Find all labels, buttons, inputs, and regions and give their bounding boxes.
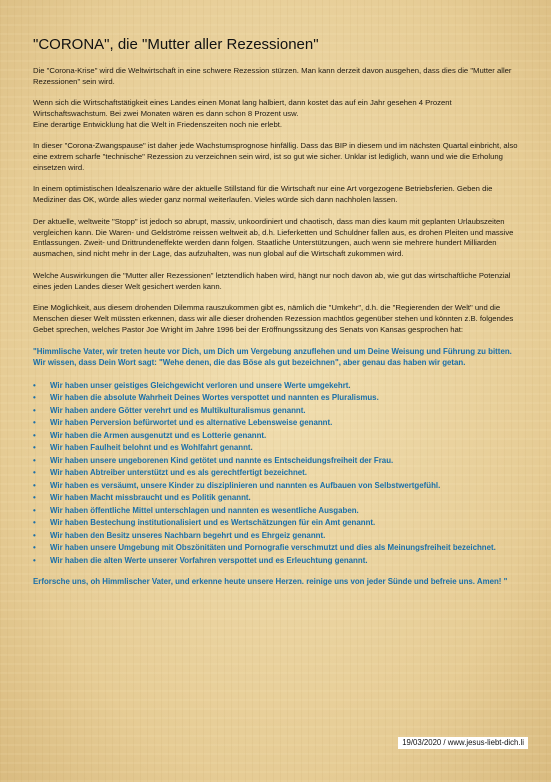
footer-date-url: 19/03/2020 / www.jesus-liebt-dich.li [398, 737, 528, 749]
list-item-text: Wir haben öffentliche Mittel unterschlagen und nannten es wesentliche Ausgaben. [50, 505, 359, 515]
list-item-text: Wir haben die Armen ausgenutzt und es Lotterie genannt. [50, 430, 267, 440]
list-item-text: Wir haben die alten Werte unserer Vorfahren verspottet und es Erleuchtung genannt. [50, 555, 368, 565]
list-item-text: Wir haben unsere Umgebung mit Obszönitäten und Pornografie verschmutzt und dies als Meinungsfreiheit bezeichnet. [50, 543, 496, 553]
bullet-icon: • [33, 555, 36, 565]
bullet-icon: • [33, 405, 36, 415]
list-item-text: Wir haben Perversion befürwortet und es alternative Lebensweise genannt. [50, 418, 333, 428]
document-title: "CORONA", die "Mutter aller Rezessionen" [33, 36, 319, 53]
list-item-text: Wir haben Bestechung institutionalisiert und es Wertschätzungen für ein Amt genannt. [50, 518, 376, 528]
bullet-icon: • [33, 468, 36, 478]
bullet-icon: • [33, 443, 36, 453]
list-item [33, 517, 525, 528]
list-item-text: Wir haben die absolute Wahrheit Deines Wortes verspottet und nannten es Pluralismus. [50, 393, 379, 403]
paragraph-1: Die "Corona-Krise" wird die Weltwirtschaft in eine schwere Rezession stürzen. Man kann derzeit davon ausgehen, dass dies die "Mutter aller Rezessionen" sein wird. [33, 66, 512, 86]
list-item [33, 530, 525, 541]
list-item [33, 542, 525, 553]
paragraph-5: Der aktuelle, weltweite "Stopp" ist jedoch so abrupt, massiv, unkoordiniert und chaotisch, dass man dies kaum mit geplanten Urlaubszeiten vergleichen kann. Die Waren- und Geldströme reissen weltweit ab, d.h. Lieferketten und Schuldner fallen aus, es drohen Pleiten und massive Entlassungen. Zweit- und Drittrundeneffekte werden dann folgen. Staatliche Unterstützungen, auch wenn sie mehrere hundert Milliarden ausmachen, sind nicht mehr in der Lage, das aufzuhalten, was nun global auf die Wirtschaft zukommen wird. [33, 216, 514, 259]
bullet-icon: • [33, 380, 36, 390]
prayer-closing: Erforsche uns, oh Himmlischer Vater, und erkenne heute unsere Herzen. reinige uns von jeder Sünde und befreie uns. Amen! " [33, 576, 508, 586]
bullet-icon: • [33, 393, 36, 403]
bullet-icon: • [33, 480, 36, 490]
bullet-icon: • [33, 418, 36, 428]
paragraph-3: In dieser "Corona-Zwangspause" ist daher jede Wachstumsprognose hinfällig. Dass das BIP in diesem und im nächsten Quartal einbricht, also eine extrem scharfe "technische" Rezession zu verzeichnen sein wird, ist so gut wie sicher. Unklar ist lediglich, wann und wie die Erholung einsetzen wird. [33, 141, 518, 173]
list-item [33, 405, 525, 416]
list-item-text: Wir haben den Besitz unseres Nachbarn begehrt und es Ehrgeiz genannt. [50, 530, 326, 540]
list-item [33, 430, 525, 441]
list-item-text: Wir haben unser geistiges Gleichgewicht verloren und unsere Werte umgekehrt. [50, 380, 351, 390]
list-item [33, 380, 525, 391]
paragraph-4: In einem optimistischen Idealszenario wäre der aktuelle Stillstand für die Wirtschaft nur eine Art vorgezogene Betriebsferien. Geben die Mediziner das OK, würde alles wieder ganz normal weiterlaufen. Vieles würde sich dann nachholen lassen. [33, 184, 493, 205]
bullet-icon: • [33, 493, 36, 503]
bullet-icon: • [33, 543, 36, 553]
paragraph-7: Eine Möglichkeit, aus diesem drohenden Dilemma rauszukommen gibt es, nämlich die "Umkehr", d.h. die "Regierenden der Welt" und die Menschen dieser Welt müssten erkennen, dass wir alle dieser drohenden Rezession machtlos gegenüber stehen und könnten z.B. folgendes Gebet sprechen, welches Pastor Joe Wright im Jahre 1996 bei der Eröffnungssitzung des Senats von Kansas gesprochen hat: [33, 302, 514, 334]
prayer-list [33, 380, 525, 566]
prayer-intro: "Himmlische Vater, wir treten heute vor Dich, um Dich um Vergebung anzuflehen und um Deine Weisung und Führung zu bitten. Wir wissen, dass Dein Wort sagt: "Wehe denen, die das Böse als gut bezeichnen", aber genau das haben wir getan. [33, 346, 512, 367]
list-item [33, 442, 525, 453]
paragraph-2: Wenn sich die Wirtschaftstätigkeit eines Landes einen Monat lang halbiert, dann kostet das auf ein Jahr gesehen 4 Prozent Wirtschaftswachstum. Bei zwei Monaten wären es dann schon 8 Prozent usw. Eine derartige Entwicklung hat die Welt in Friedenszeiten noch nie erlebt. [33, 98, 452, 130]
bullet-icon: • [33, 505, 36, 515]
list-item [33, 480, 525, 491]
paragraph-6: Welche Auswirkungen die "Mutter aller Rezessionen" letztendlich haben wird, hängt nur noch davon ab, wie gut das wirtschaftliche Potenzial eines jeden Landes dieser Welt gesichert werden kann. [33, 270, 511, 291]
list-item-text: Wir haben es versäumt, unsere Kinder zu disziplinieren und nannten es Aufbauen von Selbstwertgefühl. [50, 480, 441, 490]
bullet-icon: • [33, 455, 36, 465]
list-item-text: Wir haben Faulheit belohnt und es Wohlfahrt genannt. [50, 443, 253, 453]
list-item [33, 505, 525, 516]
list-item [33, 455, 525, 466]
bullet-icon: • [33, 530, 36, 540]
list-item-text: Wir haben Macht missbraucht und es Politik genannt. [50, 493, 251, 503]
list-item-text: Wir haben unsere ungeborenen Kind getötet und nannte es Entscheidungsfreiheit der Frau. [50, 455, 394, 465]
bullet-icon: • [33, 430, 36, 440]
bullet-icon: • [33, 518, 36, 528]
list-item [33, 492, 525, 503]
list-item [33, 555, 525, 566]
list-item-text: Wir haben andere Götter verehrt und es Multikulturalismus genannt. [50, 405, 306, 415]
list-item [33, 467, 525, 478]
list-item [33, 417, 525, 428]
list-item-text: Wir haben Abtreiber unterstützt und es als gerechtfertigt bezeichnet. [50, 468, 307, 478]
list-item [33, 392, 525, 403]
document-body [33, 66, 525, 587]
